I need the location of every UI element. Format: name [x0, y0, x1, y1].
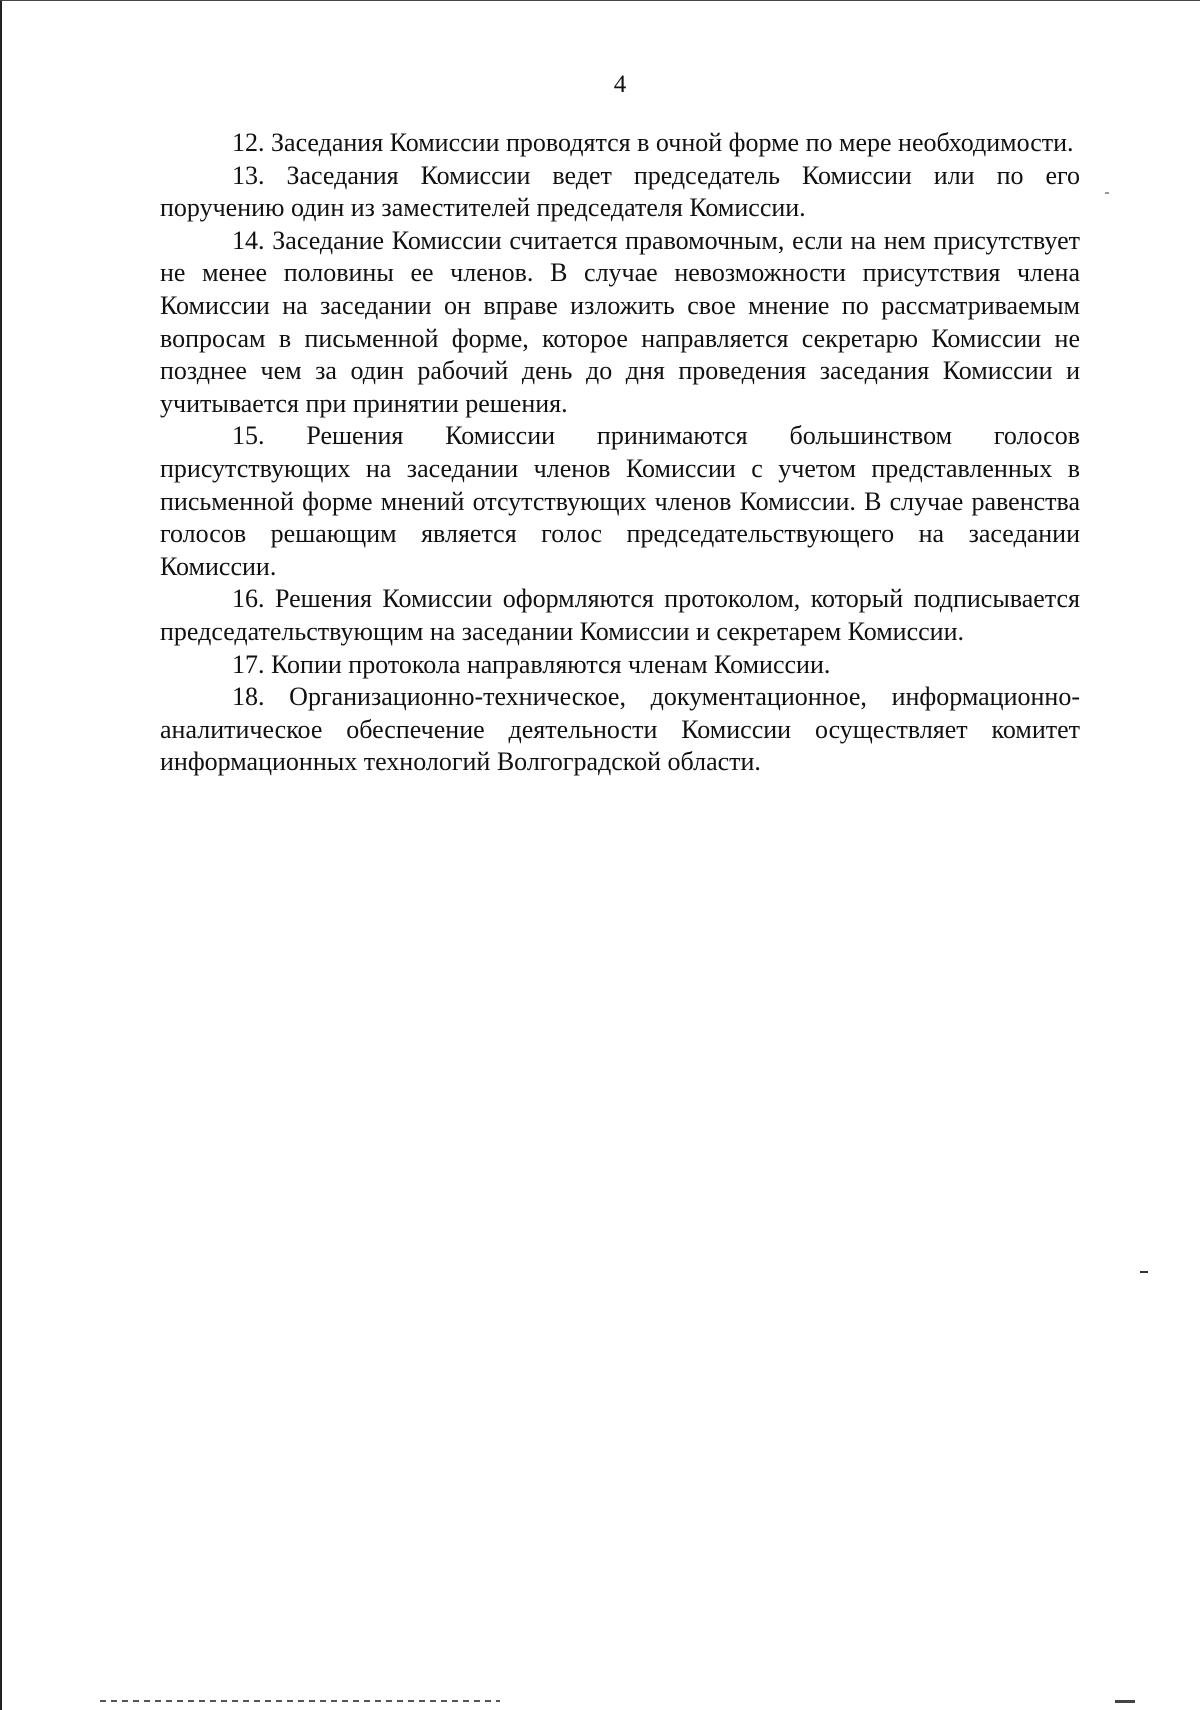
scan-artifact-bottom: [100, 1700, 500, 1702]
document-body: [160, 127, 1080, 779]
scan-speck: [1105, 192, 1109, 194]
paragraph-16: 16. Решения Комиссии оформляются протоколом, который подписывается председательствующим на заседании Комиссии и секретарем Комиссии.: [160, 584, 1080, 646]
paragraph-17: 17. Копии протокола направляются членам Комиссии.: [232, 649, 831, 679]
paragraph-18: 18. Организационно-техническое, документационное, информационно-аналитическое обеспечение деятельности Комиссии осуществляет комитет информационных технологий Волгоградской области.: [160, 682, 1080, 777]
scan-edge-top: [0, 0, 1200, 1]
paragraph-15: 15. Решения Комиссии принимаются большинством голосов присутствующих на заседании членов Комиссии с учетом представленных в письменной форме мнений отсутствующих членов Комиссии. В случае равенства голосов решающим является голос председательствующего на заседании Комиссии.: [160, 421, 1080, 581]
paragraph-13: 13. Заседания Комиссии ведет председатель Комиссии или по его поручению один из заместителей председателя Комиссии.: [160, 160, 1080, 223]
scan-edge-left: [0, 0, 2, 1710]
page-number: 4: [613, 71, 627, 98]
scan-speck: [1140, 1271, 1148, 1273]
paragraph-14: 14. Заседание Комиссии считается правомочным, если на нем присутствует не менее половины ее членов. В случае невозможности присутствия члена Комиссии на заседании он вправе изложить свое мнение по рассматриваемым вопросам в письменной форме, которое направляется секретарю Комиссии не позднее чем за один рабочий день до дня проведения заседания Комиссии и учитывается при принятии решения.: [160, 225, 1080, 418]
paragraph-12: 12. Заседания Комиссии проводятся в очной форме по мере необходимости.: [232, 128, 1074, 157]
scan-artifact-bottom-right: [1115, 1700, 1135, 1703]
